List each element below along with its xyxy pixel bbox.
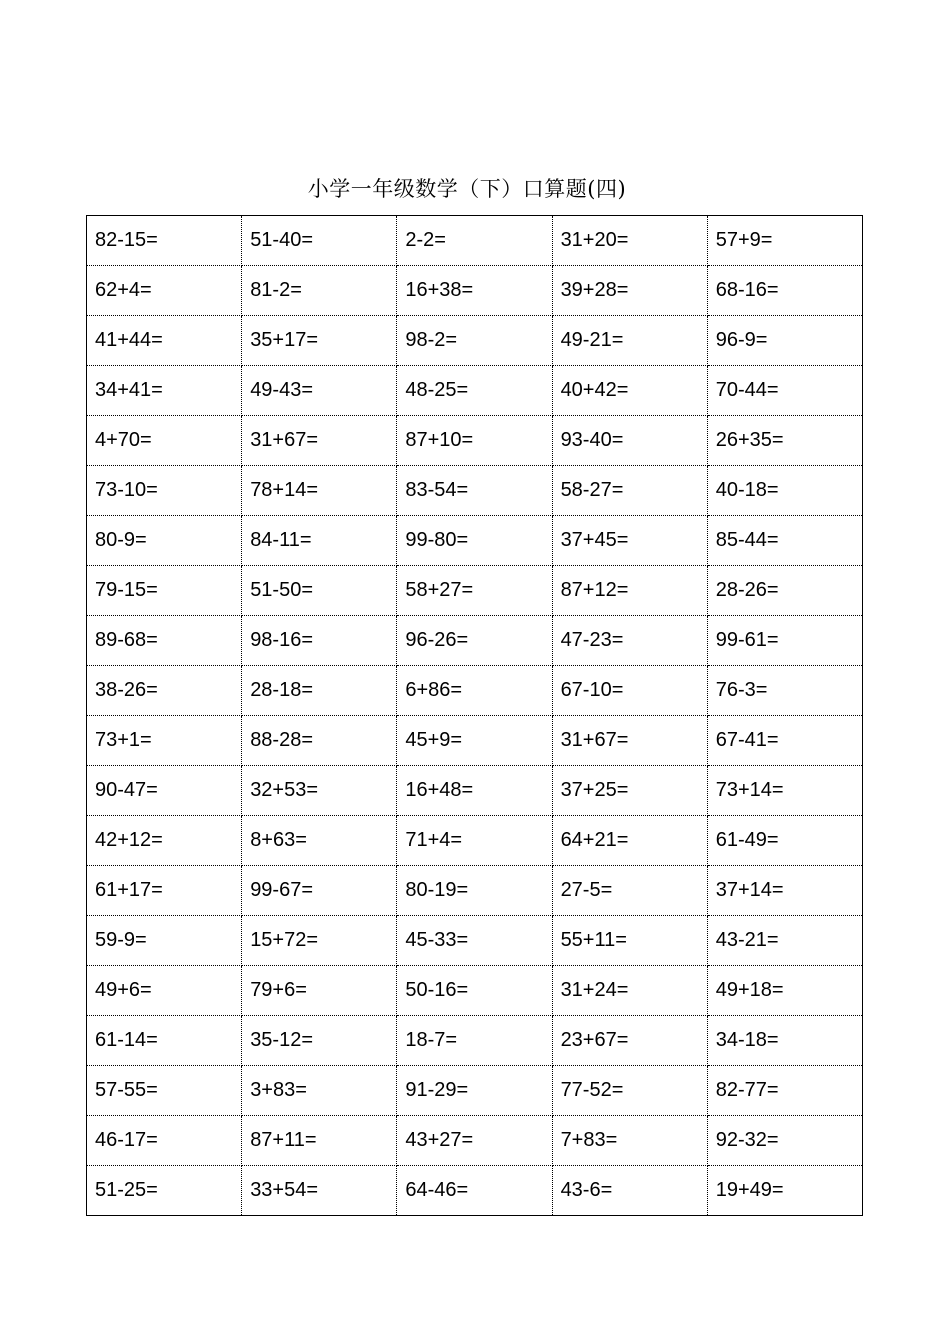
problem-cell: 98-16= <box>242 616 397 666</box>
problem-cell: 31+24= <box>552 966 707 1016</box>
table-row <box>87 766 863 816</box>
problem-cell: 3+83= <box>242 1066 397 1116</box>
problem-cell: 79+6= <box>242 966 397 1016</box>
problem-cell: 51-25= <box>87 1166 242 1216</box>
problem-cell: 40+42= <box>552 366 707 416</box>
table-row <box>87 466 863 516</box>
problem-cell: 35+17= <box>242 316 397 366</box>
table-row <box>87 416 863 466</box>
problem-cell: 73+1= <box>87 716 242 766</box>
problem-cell: 18-7= <box>397 1016 552 1066</box>
problem-cell: 32+53= <box>242 766 397 816</box>
problem-cell: 82-77= <box>707 1066 862 1116</box>
problem-cell: 49-21= <box>552 316 707 366</box>
problem-cell: 39+28= <box>552 266 707 316</box>
problem-cell: 2-2= <box>397 216 552 266</box>
problem-cell: 42+12= <box>87 816 242 866</box>
problem-cell: 28-18= <box>242 666 397 716</box>
table-row <box>87 916 863 966</box>
problem-cell: 4+70= <box>87 416 242 466</box>
problem-cell: 87+11= <box>242 1116 397 1166</box>
problem-cell: 64-46= <box>397 1166 552 1216</box>
worksheet-title: 小学一年级数学（下）口算题(四) <box>307 177 627 201</box>
problem-cell: 85-44= <box>707 516 862 566</box>
problem-cell: 92-32= <box>707 1116 862 1166</box>
problem-cell: 91-29= <box>397 1066 552 1116</box>
problem-cell: 31+67= <box>552 716 707 766</box>
table-row <box>87 616 863 666</box>
problem-cell: 62+4= <box>87 266 242 316</box>
problem-cell: 73-10= <box>87 466 242 516</box>
problem-cell: 23+67= <box>552 1016 707 1066</box>
problem-cell: 26+35= <box>707 416 862 466</box>
problem-cell: 41+44= <box>87 316 242 366</box>
problem-cell: 33+54= <box>242 1166 397 1216</box>
problem-cell: 16+48= <box>397 766 552 816</box>
problem-cell: 78+14= <box>242 466 397 516</box>
table-row <box>87 316 863 366</box>
problem-cell: 37+25= <box>552 766 707 816</box>
table-row <box>87 566 863 616</box>
problem-cell: 47-23= <box>552 616 707 666</box>
problem-cell: 80-19= <box>397 866 552 916</box>
table-row <box>87 1016 863 1066</box>
problem-cell: 27-5= <box>552 866 707 916</box>
problem-cell: 88-28= <box>242 716 397 766</box>
problem-cell: 61-49= <box>707 816 862 866</box>
problem-cell: 79-15= <box>87 566 242 616</box>
problem-cell: 73+14= <box>707 766 862 816</box>
table-row <box>87 1116 863 1166</box>
problem-cell: 8+63= <box>242 816 397 866</box>
problem-cell: 89-68= <box>87 616 242 666</box>
problem-cell: 61-14= <box>87 1016 242 1066</box>
problem-cell: 16+38= <box>397 266 552 316</box>
problem-cell: 58+27= <box>397 566 552 616</box>
problem-cell: 70-44= <box>707 366 862 416</box>
problem-cell: 67-41= <box>707 716 862 766</box>
problem-cell: 34-18= <box>707 1016 862 1066</box>
problem-cell: 51-40= <box>242 216 397 266</box>
arithmetic-problems-table <box>86 215 863 1216</box>
problem-cell: 82-15= <box>87 216 242 266</box>
problem-cell: 45-33= <box>397 916 552 966</box>
problem-cell: 40-18= <box>707 466 862 516</box>
problem-cell: 45+9= <box>397 716 552 766</box>
problem-cell: 80-9= <box>87 516 242 566</box>
problem-cell: 15+72= <box>242 916 397 966</box>
problem-cell: 87+10= <box>397 416 552 466</box>
problem-cell: 96-9= <box>707 316 862 366</box>
problem-cell: 71+4= <box>397 816 552 866</box>
table-row <box>87 1166 863 1216</box>
table-row <box>87 816 863 866</box>
problem-cell: 7+83= <box>552 1116 707 1166</box>
table-row <box>87 716 863 766</box>
problem-cell: 43+27= <box>397 1116 552 1166</box>
problem-cell: 67-10= <box>552 666 707 716</box>
problem-cell: 68-16= <box>707 266 862 316</box>
problem-cell: 99-80= <box>397 516 552 566</box>
table-row <box>87 266 863 316</box>
problem-cell: 55+11= <box>552 916 707 966</box>
problem-cell: 76-3= <box>707 666 862 716</box>
problem-cell: 99-67= <box>242 866 397 916</box>
problem-cell: 93-40= <box>552 416 707 466</box>
problem-cell: 38-26= <box>87 666 242 716</box>
problem-cell: 50-16= <box>397 966 552 1016</box>
table-row <box>87 366 863 416</box>
problem-cell: 58-27= <box>552 466 707 516</box>
problem-cell: 31+20= <box>552 216 707 266</box>
problem-cell: 59-9= <box>87 916 242 966</box>
problem-cell: 84-11= <box>242 516 397 566</box>
problem-cell: 19+49= <box>707 1166 862 1216</box>
problem-cell: 49+18= <box>707 966 862 1016</box>
problem-cell: 28-26= <box>707 566 862 616</box>
problem-cell: 77-52= <box>552 1066 707 1116</box>
problem-cell: 35-12= <box>242 1016 397 1066</box>
problem-cell: 49+6= <box>87 966 242 1016</box>
table-row <box>87 216 863 266</box>
problem-cell: 96-26= <box>397 616 552 666</box>
problem-cell: 31+67= <box>242 416 397 466</box>
problem-cell: 49-43= <box>242 366 397 416</box>
problem-cell: 34+41= <box>87 366 242 416</box>
problem-cell: 37+45= <box>552 516 707 566</box>
problem-cell: 81-2= <box>242 266 397 316</box>
problem-cell: 90-47= <box>87 766 242 816</box>
table-row <box>87 966 863 1016</box>
problem-cell: 99-61= <box>707 616 862 666</box>
table-row <box>87 516 863 566</box>
problem-cell: 83-54= <box>397 466 552 516</box>
problem-cell: 51-50= <box>242 566 397 616</box>
problem-cell: 64+21= <box>552 816 707 866</box>
problem-cell: 37+14= <box>707 866 862 916</box>
problem-cell: 57+9= <box>707 216 862 266</box>
problem-cell: 98-2= <box>397 316 552 366</box>
table-row <box>87 666 863 716</box>
problems-table-body <box>87 216 863 1216</box>
problem-cell: 46-17= <box>87 1116 242 1166</box>
problem-cell: 61+17= <box>87 866 242 916</box>
problem-cell: 87+12= <box>552 566 707 616</box>
table-row <box>87 1066 863 1116</box>
problem-cell: 6+86= <box>397 666 552 716</box>
problem-cell: 43-6= <box>552 1166 707 1216</box>
problem-cell: 43-21= <box>707 916 862 966</box>
table-row <box>87 866 863 916</box>
problem-cell: 57-55= <box>87 1066 242 1116</box>
problem-cell: 48-25= <box>397 366 552 416</box>
